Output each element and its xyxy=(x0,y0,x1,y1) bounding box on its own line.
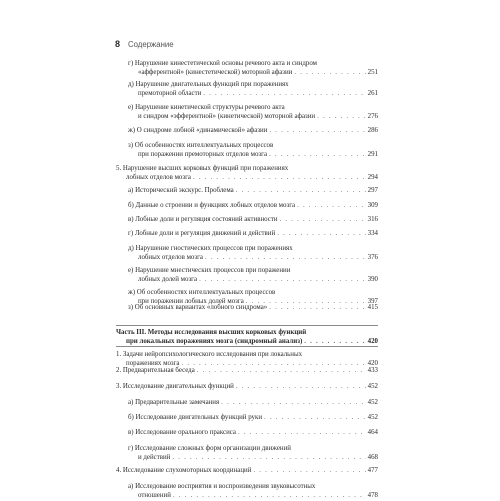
toc-page-number: 397 xyxy=(367,298,378,306)
dot-leader xyxy=(269,126,365,135)
toc-page-number: 478 xyxy=(367,492,378,500)
toc-entry-title: при локальных поражениях мозга (синдромный анализ) xyxy=(126,338,303,346)
section-divider xyxy=(116,325,378,326)
toc-entry-title: в) Исследование орального праксиса xyxy=(128,429,236,436)
toc-entry-title: г) Исследование сложных форм организации движений xyxy=(128,445,291,452)
toc-page-number: 294 xyxy=(367,174,378,182)
toc-entry xyxy=(128,244,378,263)
toc-entry-title: 3. Исследование двигательных функций xyxy=(116,383,234,390)
dot-leader xyxy=(199,275,366,284)
toc-entry-title: лобных долей мозга xyxy=(138,276,198,284)
toc-entry xyxy=(128,126,378,135)
dot-leader xyxy=(236,382,366,391)
toc-entry-line xyxy=(128,89,378,98)
toc-entry xyxy=(128,80,378,99)
toc-entry-line xyxy=(116,366,378,375)
toc-entry-title: з) Об особенностях интеллектуальных процессов xyxy=(128,142,274,149)
toc-entry-line xyxy=(128,428,378,437)
toc-entry xyxy=(128,428,378,437)
toc-entry-line xyxy=(128,141,378,150)
toc-page-number: 464 xyxy=(367,429,378,436)
toc-entry-title: б) Данные о строении и функциях лобных отделов мозга xyxy=(128,202,296,209)
toc-entry-line xyxy=(128,303,378,312)
toc-entry-title: лобных отделов мозга xyxy=(138,254,203,262)
dot-leader xyxy=(297,201,366,210)
dot-leader xyxy=(221,398,365,407)
toc-entry xyxy=(116,366,378,375)
toc-entry-line xyxy=(128,398,378,407)
dot-leader xyxy=(269,150,366,159)
toc-page-number: 376 xyxy=(367,254,378,262)
toc-entry-title: ж) Об особенностях интеллектуальных процессов xyxy=(128,289,276,296)
toc-entry-title: и действий xyxy=(138,454,171,462)
dot-leader xyxy=(173,491,366,500)
toc-entry-line xyxy=(116,164,378,173)
toc-entry-title: д) Нарушение двигательных функций при поражениях xyxy=(128,81,289,88)
toc-entry-line xyxy=(128,103,378,112)
toc-entry-title: а) Исследование восприятия и воспроизведения звуковысотных xyxy=(128,483,316,490)
toc-entry xyxy=(128,59,378,78)
toc-entry-line xyxy=(128,244,378,253)
toc-entry-line xyxy=(116,466,378,475)
toc-entry-title: 4. Исследование слухомоторных координаций xyxy=(116,467,252,474)
toc-entry xyxy=(128,482,378,501)
toc-page-number: 291 xyxy=(367,151,378,159)
toc-entry-title: 2. Предварительная беседа xyxy=(116,367,195,374)
toc-entry xyxy=(128,215,378,224)
toc-entry xyxy=(128,444,378,463)
toc-page-number: 415 xyxy=(367,304,378,311)
toc-entry-title: поражениях мозга xyxy=(126,360,180,368)
running-title: Содержание xyxy=(128,40,174,49)
toc-page-number: 286 xyxy=(367,127,378,134)
toc-page-number: 468 xyxy=(367,454,378,462)
toc-entry-line xyxy=(116,350,378,359)
dot-leader xyxy=(238,428,366,437)
toc-entry-line xyxy=(128,150,378,159)
toc-page-number: 276 xyxy=(367,113,378,121)
toc-entry xyxy=(128,229,378,238)
toc-entry-line xyxy=(128,112,378,121)
toc-entry-line xyxy=(128,413,378,422)
dot-leader xyxy=(294,68,365,77)
toc-page-number: 309 xyxy=(367,202,378,209)
toc-entry-title: з) Об основных вариантах «лобного синдрома» xyxy=(128,304,268,311)
toc-entry-title: е) Нарушение мнестических процессов при поражении xyxy=(128,267,291,274)
toc-entry-title: г) Нарушение кинестетической основы речевого акта и синдром xyxy=(128,60,317,67)
dot-leader xyxy=(253,466,365,475)
toc-entry-line xyxy=(128,288,378,297)
toc-entry-line xyxy=(128,68,378,77)
toc-page-number: 316 xyxy=(367,216,378,223)
toc-page-number: 420 xyxy=(367,360,378,368)
toc-entry-title: а) Исторический экскурс. Проблема xyxy=(128,187,234,194)
toc-entry-line xyxy=(128,253,378,262)
toc-entry xyxy=(128,266,378,285)
toc-entry-title: «афферентной» (кинестетической) моторной афазии xyxy=(138,69,293,77)
toc-entry-line xyxy=(128,444,378,453)
toc-entry-title: при поражении премоторных отделов мозга xyxy=(138,151,268,159)
toc-page-number: 261 xyxy=(367,90,378,98)
dot-leader xyxy=(264,413,366,422)
toc-entry xyxy=(128,398,378,407)
toc-page-number: 334 xyxy=(367,230,378,237)
toc-entry-line xyxy=(128,229,378,238)
toc-entry-line xyxy=(128,491,378,500)
dot-leader xyxy=(203,89,365,98)
toc-entry-title: д) Нарушение гностических процессов при поражениях xyxy=(128,245,293,252)
dot-leader xyxy=(205,253,366,262)
toc-entry-line xyxy=(128,453,378,462)
toc-page-number: 452 xyxy=(367,383,378,390)
toc-page-number: 452 xyxy=(367,399,378,406)
toc-page-number: 420 xyxy=(367,338,378,346)
dot-leader xyxy=(317,112,366,121)
toc-entry-title: и синдром «эфферентной» (кинетической) моторной афазии xyxy=(138,113,316,121)
toc-entry-line xyxy=(128,80,378,89)
toc-entry-line xyxy=(128,59,378,68)
page-number: 8 xyxy=(115,39,121,49)
toc-entry-line xyxy=(116,328,378,337)
toc-entry-line xyxy=(116,173,378,182)
toc-page-number: 390 xyxy=(367,276,378,284)
toc-entry-title: е) Нарушение кинетической структуры речевого акта xyxy=(128,104,285,111)
toc-entry-title: 1. Задачи нейропсихологического исследования при локальных xyxy=(116,351,303,358)
toc-entry xyxy=(116,328,378,347)
toc-entry-line xyxy=(128,126,378,135)
toc-entry-line xyxy=(116,382,378,391)
toc-entry-line xyxy=(128,482,378,491)
dot-leader xyxy=(197,366,366,375)
dot-leader xyxy=(277,229,365,238)
toc-entry xyxy=(128,186,378,195)
toc-entry xyxy=(128,103,378,122)
toc-entry xyxy=(116,164,378,183)
toc-entry-title: ж) О синдроме лобной «динамической» афазии xyxy=(128,127,268,134)
toc-entry-title: отношений xyxy=(138,492,171,500)
toc-entry-line xyxy=(128,201,378,210)
toc-page-number: 297 xyxy=(367,187,378,194)
toc-entry xyxy=(128,201,378,210)
toc-entry-title: лобных отделов мозга xyxy=(126,174,191,182)
toc-page-number: 251 xyxy=(367,69,378,77)
toc-entry xyxy=(128,303,378,312)
toc-entry xyxy=(116,466,378,475)
dot-leader xyxy=(236,186,366,195)
toc-page-number: 433 xyxy=(367,367,378,374)
toc-entry-title: премоторной области xyxy=(138,90,202,98)
toc-page-number: 452 xyxy=(367,414,378,421)
toc-entry xyxy=(128,413,378,422)
dot-leader xyxy=(172,453,365,462)
toc-entry-title: 5. Нарушение высших корковых функций при поражениях xyxy=(116,165,289,172)
toc-entry-line xyxy=(128,266,378,275)
toc-entry-title: при поражении лобных долей мозга xyxy=(138,298,244,306)
dot-leader xyxy=(269,303,365,312)
toc-entry-title: в) Лобные доли и регуляция состояний активности xyxy=(128,216,278,223)
toc-entry-line xyxy=(128,186,378,195)
toc-entry-line xyxy=(128,275,378,284)
toc-entry-line xyxy=(128,215,378,224)
toc-entry-title: а) Предварительные замечания xyxy=(128,399,220,406)
dot-leader xyxy=(193,173,366,182)
dot-leader xyxy=(280,215,366,224)
toc-entry-title: б) Исследование двигательных функций руки xyxy=(128,414,263,421)
toc-page-number: 477 xyxy=(367,467,378,474)
toc-entry-title: г) Лобные доли и регуляция движений и действий xyxy=(128,230,276,237)
section-divider xyxy=(116,346,378,347)
toc-entry xyxy=(128,141,378,160)
toc-entry xyxy=(116,382,378,391)
toc-entry-title: Часть III. Методы исследования высших корковых функций xyxy=(116,329,307,336)
